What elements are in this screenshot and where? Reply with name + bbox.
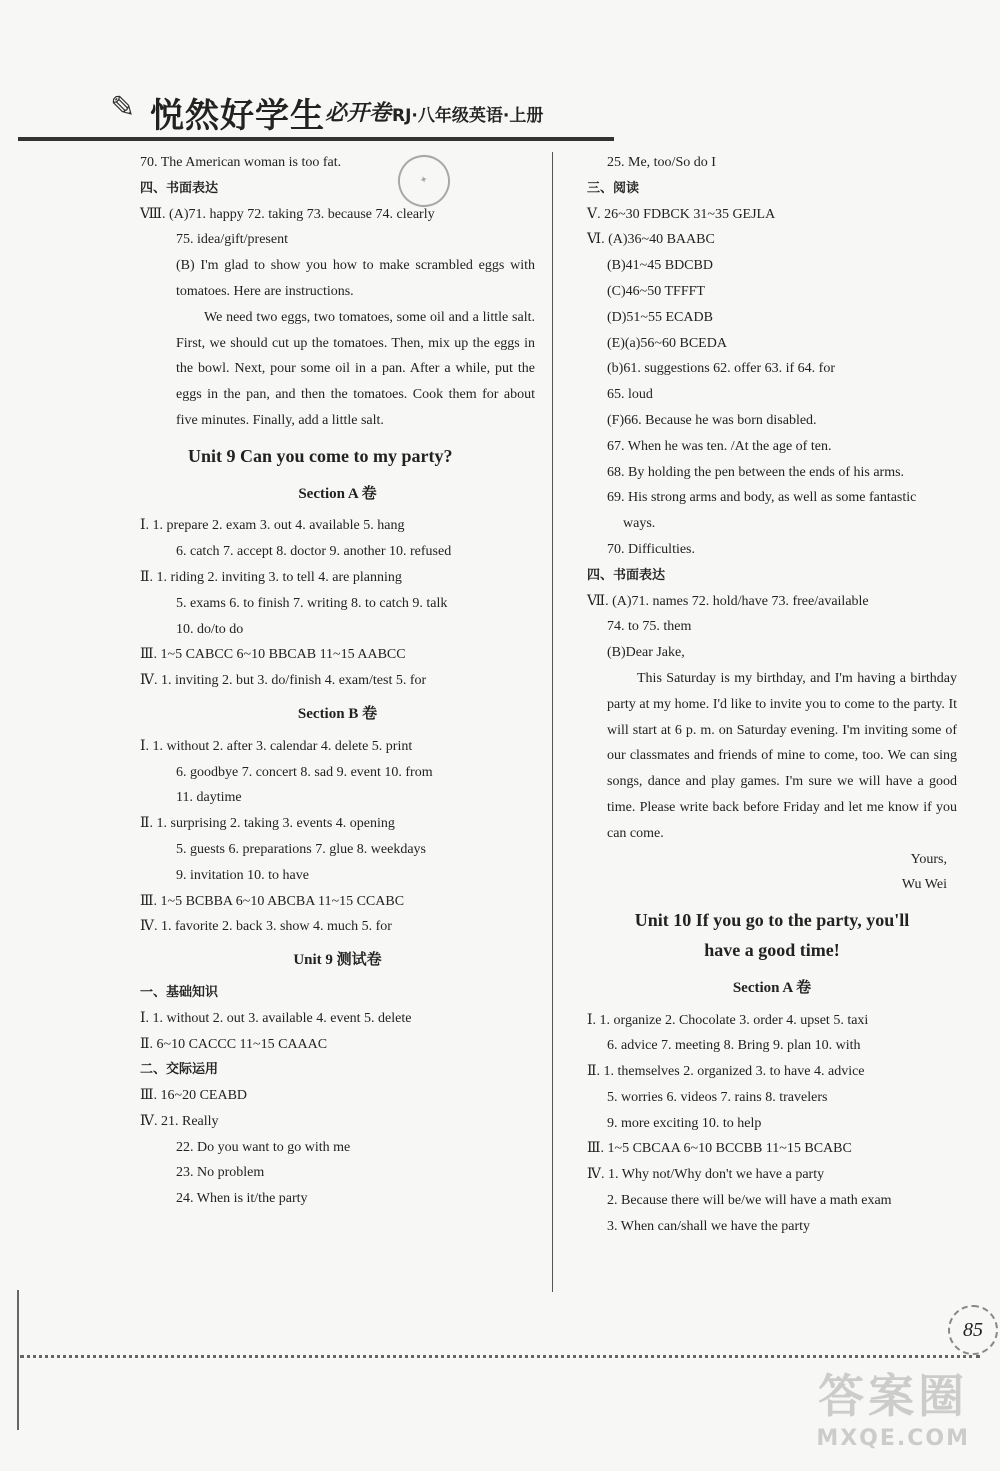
page-number: 85 xyxy=(948,1305,998,1355)
answer-line: 11. daytime xyxy=(176,790,242,806)
answer-line: Ⅱ. 1. riding 2. inviting 3. to tell 4. are planning xyxy=(140,569,402,585)
column-divider xyxy=(552,152,553,1292)
answer-line: Ⅳ. 21. Really xyxy=(140,1113,219,1129)
answer-line: 69. His strong arms and body, as well as some fantastic xyxy=(607,490,917,506)
watermark-logo xyxy=(816,1360,970,1451)
answer-line: (C)46~50 TFFFT xyxy=(607,283,705,299)
watermark-url: MXQE.COM xyxy=(816,1426,970,1451)
answer-line: 6. catch 7. accept 8. doctor 9. another 10. refused xyxy=(176,544,452,560)
left-column xyxy=(140,150,535,1212)
answer-line: Ⅲ. 1~5 CABCC 6~10 BBCAB 11~15 AABCC xyxy=(140,647,406,663)
answer-line: Ⅴ. 26~30 FDBCK 31~35 GEJLA xyxy=(587,206,776,222)
answer-line: Ⅰ. 1. organize 2. Chocolate 3. order 4. upset 5. taxi xyxy=(587,1012,869,1028)
answer-line: (B)41~45 BDCBD xyxy=(607,258,713,274)
answer-line: (B)Dear Jake, xyxy=(607,645,685,661)
page-header xyxy=(110,88,620,138)
letter-closing: Yours, xyxy=(910,851,947,867)
answer-line: Ⅵ. (A)36~40 BAABC xyxy=(587,232,715,248)
answer-line: Ⅶ. (A)71. names 72. hold/have 73. free/available xyxy=(587,593,869,609)
answer-line: Ⅳ. 1. favorite 2. back 3. show 4. much 5. for xyxy=(140,919,392,935)
answer-line: 70. Difficulties. xyxy=(607,541,696,557)
answer-line: 6. advice 7. meeting 8. Bring 9. plan 10. with xyxy=(607,1038,861,1054)
unit-title: Unit 9 Can you come to my party? xyxy=(188,445,453,466)
seal-stamp-icon: ✦ xyxy=(392,149,456,213)
section-title: Section B 卷 xyxy=(297,705,378,722)
answer-line: Ⅳ. 1. inviting 2. but 3. do/finish 4. exam/test 5. for xyxy=(140,673,427,689)
answer-line: 5. worries 6. videos 7. rains 8. travelers xyxy=(607,1089,828,1105)
section-heading: 三、阅读 xyxy=(587,180,640,196)
answer-line: Ⅱ. 6~10 CACCC 11~15 CAAAC xyxy=(140,1036,328,1052)
answer-line: 65. loud xyxy=(607,387,653,403)
answer-line: 9. invitation 10. to have xyxy=(176,867,309,883)
answer-line: Ⅰ. 1. prepare 2. exam 3. out 4. available 5. hang xyxy=(140,518,405,534)
answer-line: 6. goodbye 7. concert 8. sad 9. event 10. from xyxy=(176,764,433,780)
answer-line: 10. do/to do xyxy=(176,621,244,637)
answer-line: 70. The American woman is too fat. xyxy=(140,155,342,170)
answer-line: Ⅲ. 1~5 CBCAA 6~10 BCCBB 11~15 BCABC xyxy=(587,1141,852,1157)
section-title: Unit 9 测试卷 xyxy=(293,952,382,969)
essay-paragraph: We need two eggs, two tomatoes, some oil and a little salt. First, we should cut up the tomatoes. Then, mix up the eggs in the bowl. Next, pour some oil in a pan. After a while, put the eggs in the pan, and then the tomatoes. Cook them for about five minutes. Finally, add a little salt. xyxy=(176,309,535,428)
letter-body: This Saturday is my birthday, and I'm having a birthday party at my home. I'd like to invite you to come to the party. It will start at 6 p. m. on Saturday evening. I'm inviting some of our classmates and friends of mine to come, too. We can sing songs, dance and play games. I'm sure we will have a good time. Please write back before Friday and let me know if you can come. xyxy=(607,670,957,841)
footer-rule xyxy=(20,1355,980,1358)
answer-line: Ⅷ. (A)71. happy 72. taking 73. because 74. clearly xyxy=(140,206,435,222)
answer-line: Ⅲ. 16~20 CEABD xyxy=(140,1088,248,1104)
right-column xyxy=(587,150,957,1240)
section-heading: 四、书面表达 xyxy=(140,180,219,196)
answer-line: 5. guests 6. preparations 7. glue 8. weekdays xyxy=(176,841,426,857)
answer-line: Ⅰ. 1. without 2. out 3. available 4. event 5. delete xyxy=(140,1010,412,1026)
section-title: Section A 卷 xyxy=(732,979,812,996)
page-edge-line xyxy=(17,1290,19,1430)
section-title: Section A 卷 xyxy=(298,485,377,502)
header-rule xyxy=(18,137,614,141)
essay-paragraph: (B) I'm glad to show you how to make scrambled eggs with tomatoes. Here are instructions. xyxy=(176,258,535,299)
answer-line: 9. more exciting 10. to help xyxy=(607,1115,762,1131)
answer-line: Ⅳ. 1. Why not/Why don't we have a party xyxy=(587,1167,825,1183)
answer-line: 68. By holding the pen between the ends of his arms. xyxy=(607,464,905,480)
unit-title-continued: have a good time! xyxy=(704,939,840,960)
letter-signature: Wu Wei xyxy=(901,877,947,893)
answer-line: 75. idea/gift/present xyxy=(176,232,288,248)
answer-line: Ⅱ. 1. themselves 2. organized 3. to have 4. advice xyxy=(587,1064,865,1080)
brand-subtitle: 必开卷 xyxy=(325,100,392,126)
section-heading: 一、基础知识 xyxy=(140,984,219,1000)
watermark-text: 答案圈 xyxy=(818,1369,969,1423)
section-heading: 四、书面表达 xyxy=(587,567,666,583)
grade-label: RJ·八年级英语·上册 xyxy=(392,106,544,126)
answer-line: 22. Do you want to go with me xyxy=(176,1139,351,1155)
answer-line: 3. When can/shall we have the party xyxy=(607,1218,811,1234)
answer-line: 74. to 75. them xyxy=(607,619,692,635)
answer-line: (D)51~55 ECADB xyxy=(607,309,713,325)
answer-line: (b)61. suggestions 62. offer 63. if 64. for xyxy=(607,361,835,377)
answer-line: 23. No problem xyxy=(176,1165,265,1181)
section-heading: 二、交际运用 xyxy=(140,1062,219,1078)
answer-line: 24. When is it/the party xyxy=(176,1191,308,1207)
answer-line: 5. exams 6. to finish 7. writing 8. to catch 9. talk xyxy=(176,595,448,611)
answer-line: Ⅲ. 1~5 BCBBA 6~10 ABCBA 11~15 CCABC xyxy=(140,893,405,909)
answer-line: 67. When he was ten. /At the age of ten. xyxy=(607,438,832,454)
answer-line: 25. Me, too/So do I xyxy=(607,155,716,170)
answer-line: Ⅰ. 1. without 2. after 3. calendar 4. delete 5. print xyxy=(140,738,413,754)
bird-logo-icon: ✎ xyxy=(110,90,136,125)
unit-title: Unit 10 If you go to the party, you'll xyxy=(634,910,910,931)
answer-line: 2. Because there will be/we will have a math exam xyxy=(607,1193,892,1209)
brand-title: 悦然好学生 xyxy=(150,96,325,136)
answer-line: (F)66. Because he was born disabled. xyxy=(607,412,817,428)
answer-line: ways. xyxy=(623,516,656,532)
answer-line: Ⅱ. 1. surprising 2. taking 3. events 4. opening xyxy=(140,816,395,832)
answer-line: (E)(a)56~60 BCEDA xyxy=(607,335,727,351)
